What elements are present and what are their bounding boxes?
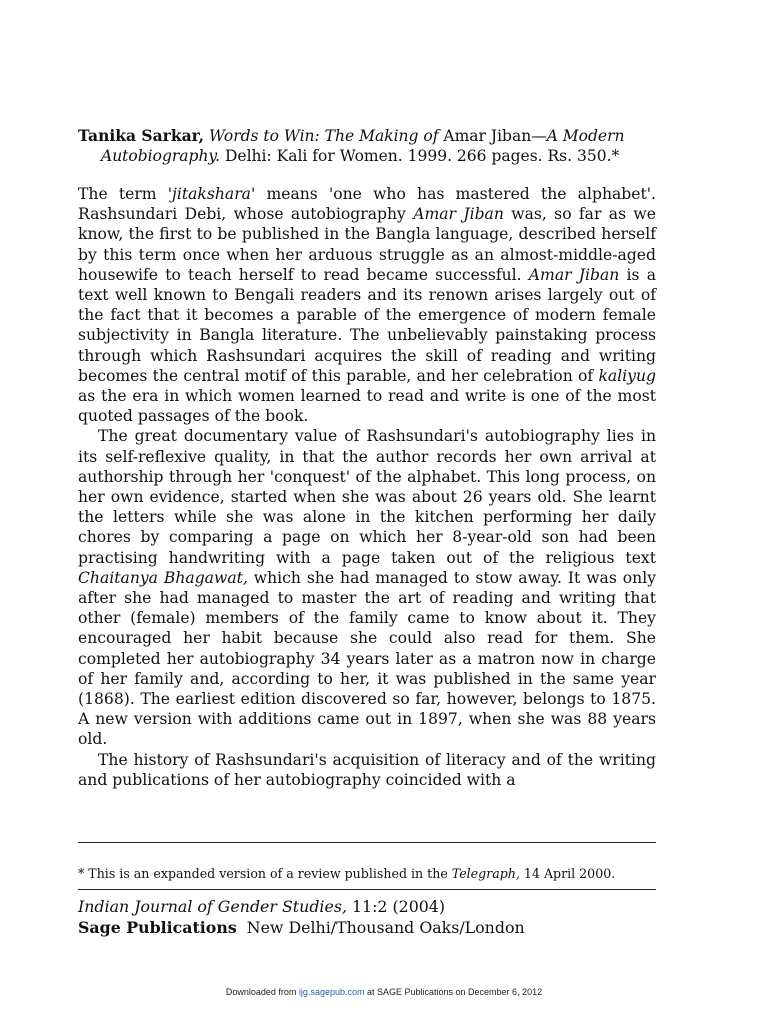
journal-name: Indian Journal of Gender Studies,: [78, 897, 347, 916]
footnote-italic: Telegraph,: [451, 865, 520, 881]
journal-divider: [78, 889, 656, 890]
journal-line: [78, 896, 678, 917]
text-run: The great documentary value of Rashsundari's autobiography lies in its self-reflexive quality, in that the author records her own arrival at authorship through her 'conquest' of the alphabet. This long process, on her own evidence, started when she was about 26 years old. She learnt the letters while she was alone in the kitchen performing her daily chores by comparing a page on which her 8-year-old son had been practising handwriting with a page taken out of the religious text: [78, 427, 656, 567]
italic-term: jitakshara: [172, 185, 251, 203]
publisher-name: Sage Publications: [78, 918, 237, 937]
citation-pub-info: Delhi: Kali for Women. 1999. 266 pages. Rs. 350.*: [225, 147, 620, 165]
text-run: is a text well known to Bengali readers and its renown arises largely out of the fact that it becomes a parable of the emergence of modern female subjectivity in Bangla literature. The unbelievably painstaking process through which Rashsundari acquires the skill of reading and writing becomes the central motif of this parable, and her celebration of: [78, 265, 656, 385]
download-notice: [0, 987, 768, 997]
publisher-location: New Delhi/Thousand Oaks/London: [236, 918, 525, 937]
footnote-text: * This is an expanded version of a review published in the: [78, 865, 452, 881]
footnote: [78, 865, 656, 882]
download-suffix: at SAGE Publications on December 6, 2012: [364, 987, 543, 997]
citation-subtitle: A Modern: [546, 127, 625, 145]
citation-line-1: [78, 126, 656, 146]
citation-author: Tanika Sarkar,: [78, 126, 205, 145]
text-run: The history of Rashsundari's acquisition of literacy and of the writing and publications of her autobiography coincided with a: [78, 750, 656, 789]
footnote-divider: [78, 842, 656, 843]
paragraph-1: [78, 184, 656, 426]
review-citation: [78, 126, 656, 166]
citation-title-italic: Words to Win: The Making of: [209, 127, 439, 145]
text-run: ' means 'one who has mastered the alphabet'. Rashsundari Debi, whose autobiography: [78, 185, 656, 224]
download-prefix: Downloaded from: [225, 987, 299, 997]
citation-title-plain: Amar Jiban: [443, 127, 532, 145]
journal-issue: 11:2 (2004): [346, 897, 446, 916]
text-run: which she had managed to stow away. It was only after she had managed to master the art of reading and writing that other (female) members of the family came to know about it. They encouraged her habit because she could also read for them. She completed her autobiography 34 years later as a matron now in charge of her family and, according to her, it was published in the same year (1868). The earliest edition discovered so far, however, belongs to 1875. A new version with additions came out in 1897, when she was 88 years old.: [78, 568, 657, 749]
italic-title: Amar Jiban: [528, 265, 620, 284]
paragraph-2: [78, 426, 656, 749]
paragraph-3: [78, 750, 656, 790]
text-run: The term ': [78, 185, 173, 203]
citation-line-2: [78, 146, 656, 166]
footnote-text: 14 April 2000.: [519, 865, 616, 881]
italic-title: Amar Jiban: [413, 205, 504, 224]
italic-title: Chaitanya Bhagawat,: [78, 568, 248, 587]
text-run: was, so far as we know, the first to be published in the Bangla language, described herself by this term once when her arduous struggle as an almost-middle-aged housewife to teach herself to read became successful.: [78, 205, 656, 284]
italic-term: kaliyug: [598, 366, 656, 385]
publisher-line: [78, 917, 678, 938]
citation-dash: —: [531, 127, 547, 145]
download-link[interactable]: ijg.sagepub.com: [298, 987, 365, 997]
review-body: [78, 184, 656, 790]
article-page: [78, 126, 656, 790]
journal-info: [78, 896, 678, 938]
citation-subtitle-cont: Autobiography.: [101, 147, 221, 165]
text-run: as the era in which women learned to read and write is one of the most quoted passages of the book.: [78, 387, 656, 426]
